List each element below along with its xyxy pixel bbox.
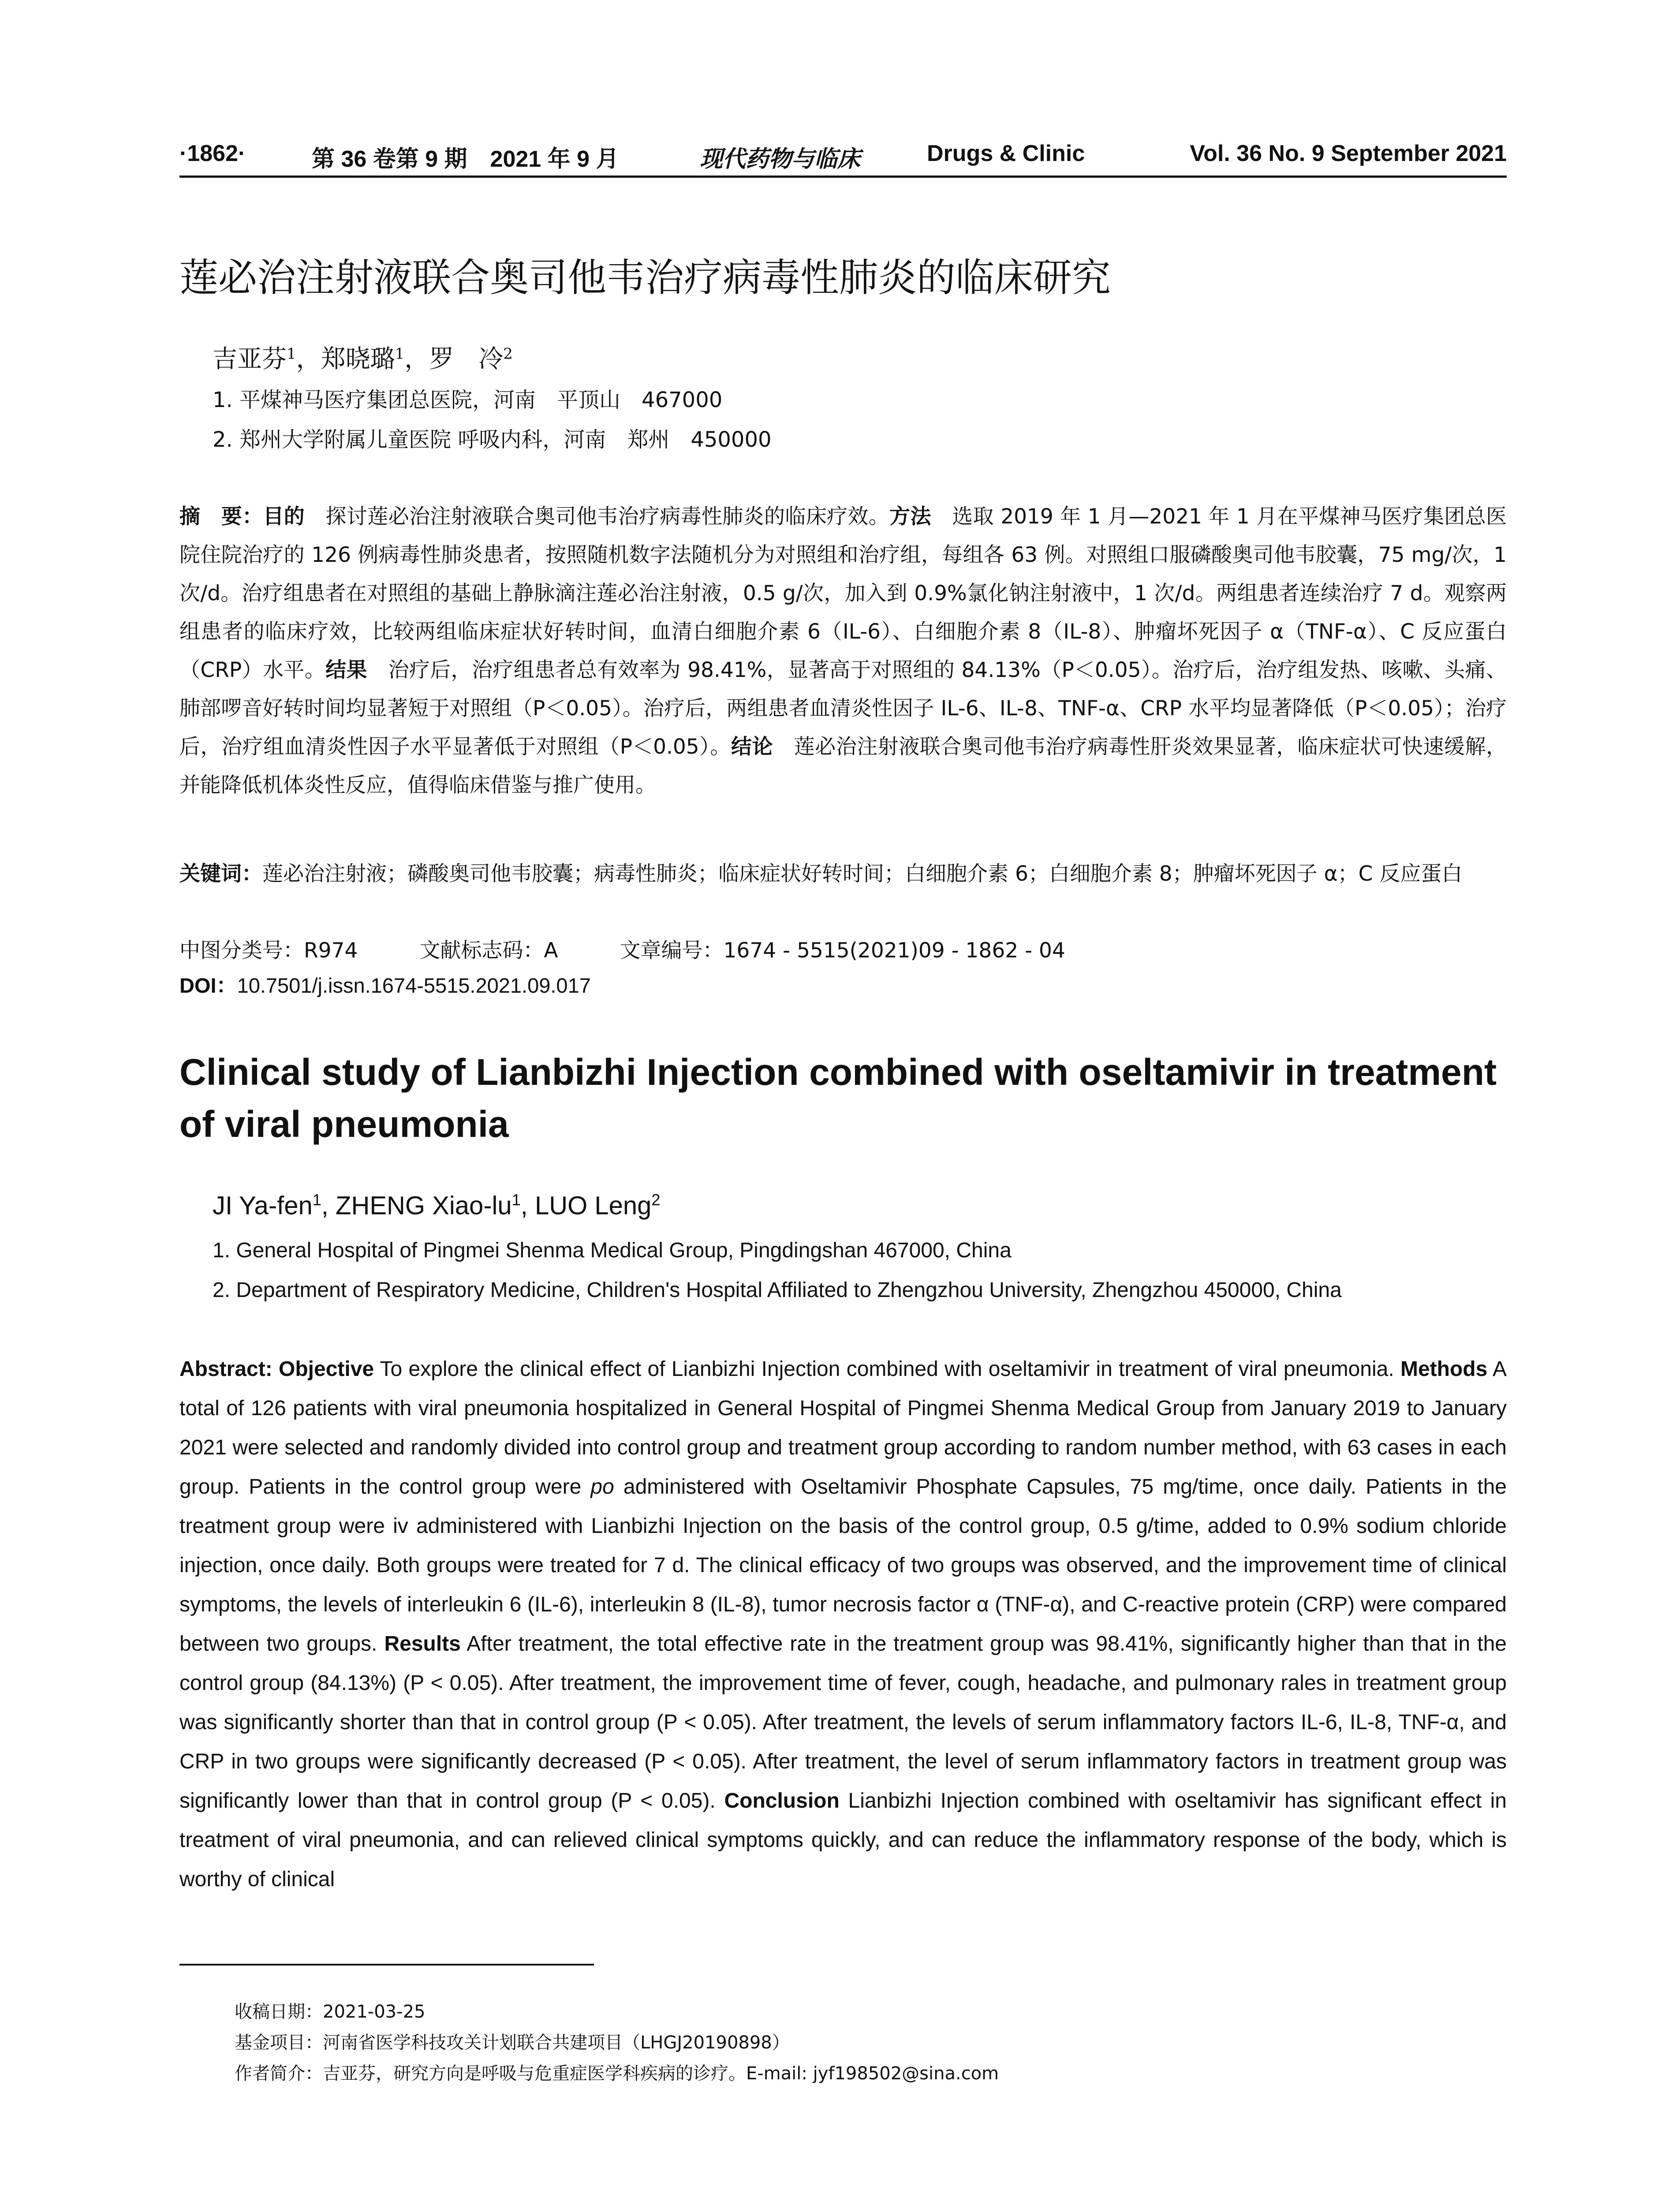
author-separator: ， <box>404 345 429 374</box>
author-affiliation-mark: 2 <box>651 1191 661 1209</box>
author-separator: , <box>321 1191 336 1220</box>
objective-label: Objective <box>279 1357 374 1381</box>
fund-label: 基金项目： <box>235 2033 323 2053</box>
journal-name-cn: 现代药物与临床 <box>700 146 861 172</box>
page-number: ·1862· <box>179 141 246 166</box>
footnote-rule <box>179 1964 594 1966</box>
methods-text: administered with Oseltamivir Phosphate Capsules, 75 mg/time, once daily. Patients in the treatment group were iv administered with Lianbizhi Injection on the basis of the control group, 0.5 g/time, added to 0.9% sodium chloride injection, once daily. Both groups were treated for 7 d. The clinical efficacy of two groups was observed, and the improvement time of clinical symptoms, the levels of interleukin 6 (IL-6), interleukin 8 (IL-8), tumor necrosis factor α (TNF-α), and C-reactive protein (CRP) were compared between two groups. <box>179 1475 1507 1656</box>
doi-line <box>179 969 591 999</box>
author-separator: ， <box>296 345 321 374</box>
author-separator: , <box>520 1191 535 1220</box>
objective-label: 目的 <box>263 505 305 529</box>
keywords-cn <box>179 855 1507 893</box>
affiliation-en: 2. Department of Respiratory Medicine, Children's Hospital Affiliated to Zhengzhou University, Zhengzhou 450000, China <box>213 1278 1342 1302</box>
author-name: 罗 冷 <box>429 345 504 374</box>
received-label: 收稿日期： <box>235 2002 323 2022</box>
running-header <box>179 140 1507 175</box>
methods-text: A total of 126 patients with viral pneumonia hospitalized in General Hospital of Pingmei Shenma Medical Group from January 2019 to January 2021 were selected and randomly divided into control group and treatment group according to random number method, with 63 cases in each group. Patients in the control group were <box>179 1357 1507 1499</box>
affiliation-en: 1. General Hospital of Pingmei Shenma Medical Group, Pingdingshan 467000, China <box>213 1239 1012 1262</box>
abstract-label: Abstract: <box>179 1357 273 1381</box>
footnote-received <box>235 1998 425 2023</box>
author-name: LUO Leng <box>534 1191 652 1220</box>
authors-en <box>213 1191 660 1220</box>
conclusion-text: Lianbizhi Injection combined with oseltamivir has significant effect in treatment of viral pneumonia, and can relieved clinical symptoms quickly, and can reduce the inflammatory response of the body, which is worthy of clinical <box>179 1789 1507 1891</box>
author-affiliation-mark: 1 <box>312 1191 321 1209</box>
author-affiliation-mark: 1 <box>287 345 296 363</box>
methods-label: Methods <box>1400 1357 1488 1381</box>
author-bio-label: 作者简介： <box>235 2063 323 2084</box>
conclusion-label: 结论 <box>731 735 773 759</box>
header-rule <box>179 176 1507 178</box>
article-title-cn: 莲必治注射液联合奥司他韦治疗病毒性肺炎的临床研究 <box>179 255 1111 300</box>
objective-text: 探讨莲必治注射液联合奥司他韦治疗病毒性肺炎的临床疗效。 <box>305 505 890 529</box>
fund-text: 河南省医学科技攻关计划联合共建项目（LHGJ20190898） <box>323 2033 790 2053</box>
abstract-cn <box>179 497 1507 804</box>
author-name: JI Ya-fen <box>213 1191 313 1220</box>
methods-text: 选取 2019 年 1 月—2021 年 1 月在平煤神马医疗集团总医院住院治疗的 126 例病毒性肺炎患者，按照随机数字法随机分为对照组和治疗组，每组各 63 例。对照组口服磷酸奥司他韦胶囊，75 mg/次，1 次/d。治疗组患者在对照组的基础上静脉滴注莲必治注射液，0.5 g/次，加入到 0.9%氯化钠注射液中，1 次/d。两组患者连续治疗 7 d。观察两组患者的临床疗效，比较两组临床症状好转时间，血清白细胞介素 6（IL-6）、白细胞介素 8（IL-8）、肿瘤坏死因子 α（TNF-α）、C 反应蛋白（CRP）水平。 <box>179 505 1507 682</box>
clc-number: 中图分类号：R974 <box>179 938 358 963</box>
article-number: 文章编号：1674 - 5515(2021)09 - 1862 - 04 <box>620 938 1065 963</box>
journal-name-en: Drugs & Clinic <box>927 141 1085 166</box>
author-affiliation-mark: 1 <box>511 1191 521 1209</box>
volume-issue-cn: 第 36 卷第 9 期 2021 年 9 月 <box>312 146 619 172</box>
footnote-fund <box>235 2029 790 2054</box>
author-name: ZHENG Xiao-lu <box>336 1191 512 1220</box>
doi-value: 10.7501/j.issn.1674-5515.2021.09.017 <box>237 974 591 997</box>
volume-issue-en: Vol. 36 No. 9 September 2021 <box>1190 141 1507 166</box>
author-affiliation-mark: 2 <box>503 345 513 363</box>
author-name: 郑晓璐 <box>321 345 395 374</box>
author-bio-text: 吉亚芬，研究方向是呼吸与危重症医学科疾病的诊疗。E-mail: jyf198502@sina.com <box>323 2063 999 2084</box>
abstract-label: 摘 要： <box>179 505 263 529</box>
abstract-en <box>179 1349 1507 1899</box>
author-name: 吉亚芬 <box>213 345 287 374</box>
author-affiliation-mark: 1 <box>395 345 405 363</box>
keywords-text: 莲必治注射液；磷酸奥司他韦胶囊；病毒性肺炎；临床症状好转时间；白细胞介素 6；白细胞介素 8；肿瘤坏死因子 α；C 反应蛋白 <box>262 862 1463 886</box>
keywords-label: 关键词： <box>179 862 262 886</box>
po-term: po <box>590 1475 614 1499</box>
document-code: 文献标志码：A <box>419 938 558 963</box>
methods-label: 方法 <box>889 505 931 529</box>
results-label: Results <box>384 1632 461 1656</box>
objective-text: To explore the clinical effect of Lianbizhi Injection combined with oseltamivir in treatment of viral pneumonia. <box>374 1357 1400 1381</box>
results-text: After treatment, the total effective rate in the treatment group was 98.41%, significantly higher than that in the control group (84.13%) (P < 0.05). After treatment, the improvement time of fever, cough, headache, and pulmonary rales in treatment group was significantly shorter than that in control group (P < 0.05). After treatment, the levels of serum inflammatory factors IL-6, IL-8, TNF-α, and CRP in two groups were significantly decreased (P < 0.05). After treatment, the level of serum inflammatory factors in treatment group was significantly lower than that in control group (P < 0.05). <box>179 1632 1507 1813</box>
received-date: 2021-03-25 <box>323 2002 426 2022</box>
classification-line <box>179 934 1065 964</box>
authors-cn <box>213 340 513 375</box>
footnote-author <box>235 2059 999 2085</box>
results-label: 结果 <box>325 658 367 682</box>
conclusion-text: 莲必治注射液联合奥司他韦治疗病毒性肝炎效果显著，临床症状可快速缓解，并能降低机体炎性反应，值得临床借鉴与推广使用。 <box>179 735 1507 797</box>
results-text: 治疗后，治疗组患者总有效率为 98.41%，显著高于对照组的 84.13%（P＜0.05）。治疗后，治疗组发热、咳嗽、头痛、肺部啰音好转时间均显著短于对照组（P＜0.05）。治疗后，两组患者血清炎性因子 IL-6、IL-8、TNF-α、CRP 水平均显著降低（P＜0.05）；治疗后，治疗组血清炎性因子水平显著低于对照组（P＜0.05）。 <box>179 658 1507 759</box>
doi-label: DOI： <box>179 974 237 997</box>
conclusion-label: Conclusion <box>724 1789 840 1813</box>
affiliation-cn: 1. 平煤神马医疗集团总医院，河南 平顶山 467000 <box>213 388 723 412</box>
affiliation-cn: 2. 郑州大学附属儿童医院 呼吸内科，河南 郑州 450000 <box>213 427 772 452</box>
article-title-en: Clinical study of Lianbizhi Injection combined with oseltamivir in treatment of viral pneumonia <box>179 1051 1497 1145</box>
